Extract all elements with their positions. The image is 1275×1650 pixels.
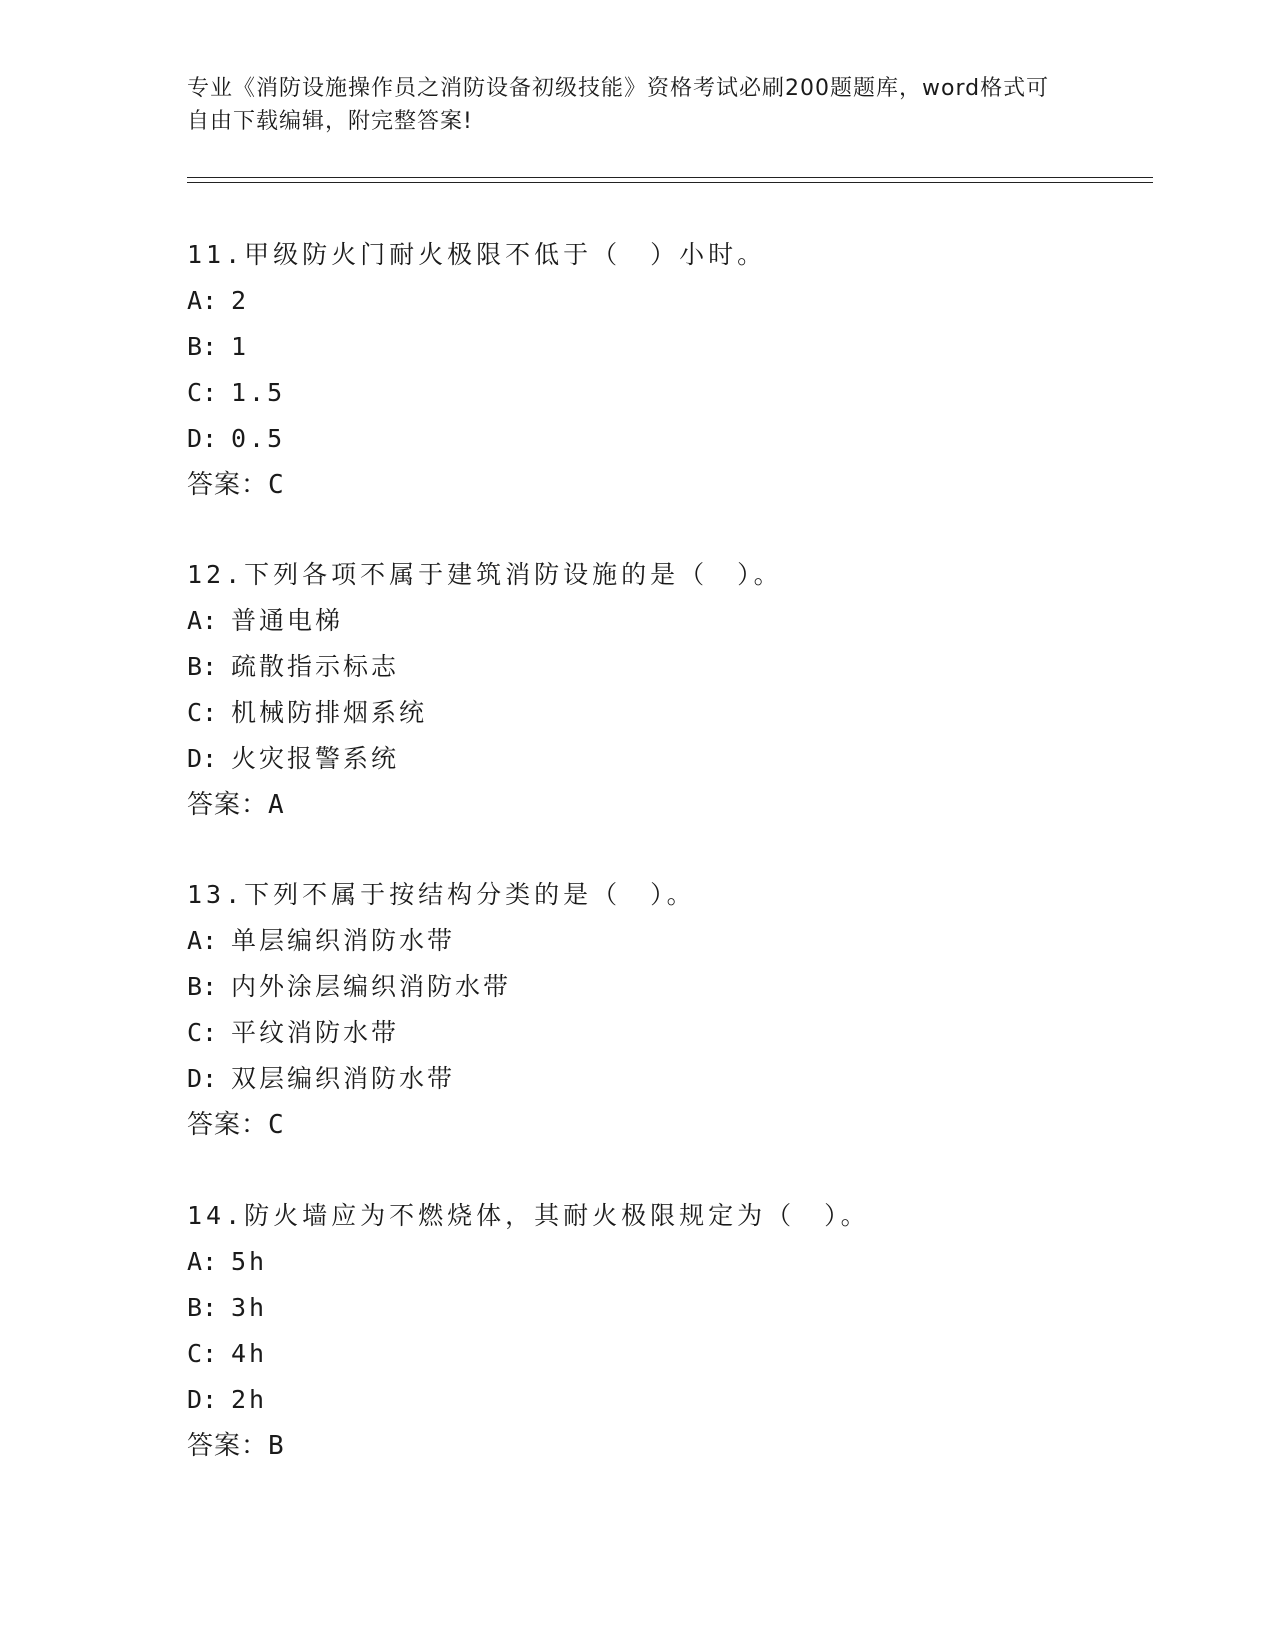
answer-label: 答案： (187, 1431, 269, 1461)
option-text: 内外涂层编织消防水带 (231, 972, 512, 1001)
option-text: 3h (231, 1293, 268, 1322)
option-d (187, 1377, 1147, 1423)
answer-line (187, 462, 1147, 508)
answer-line (187, 782, 1147, 828)
option-text: 1 (231, 332, 250, 361)
option-text: 火灾报警系统 (231, 744, 400, 773)
option-b (187, 964, 1147, 1010)
option-c (187, 1331, 1147, 1377)
option-key: A: (187, 1247, 218, 1276)
answer-value: C (268, 470, 285, 500)
answer-label: 答案： (187, 470, 269, 500)
answer-value: A (268, 790, 285, 820)
option-c (187, 690, 1147, 736)
header-divider-bottom (187, 182, 1153, 183)
option-key: C: (187, 1339, 218, 1368)
option-key: D: (187, 1385, 218, 1414)
option-text: 疏散指示标志 (231, 652, 400, 681)
option-c (187, 370, 1147, 416)
option-key: C: (187, 378, 218, 407)
question-title: 11.甲级防火门耐火极限不低于（ ）小时。 (187, 240, 767, 269)
answer-value: B (268, 1431, 285, 1461)
option-key: C: (187, 698, 218, 727)
option-key: D: (187, 1064, 218, 1093)
option-text: 平纹消防水带 (231, 1018, 400, 1047)
option-text: 双层编织消防水带 (231, 1064, 456, 1093)
option-a (187, 918, 1147, 964)
question-12 (187, 552, 1147, 828)
option-key: B: (187, 1293, 218, 1322)
option-d (187, 1056, 1147, 1102)
option-key: A: (187, 926, 218, 955)
option-b (187, 324, 1147, 370)
option-text: 2 (231, 286, 250, 315)
option-key: B: (187, 332, 218, 361)
question-title: 13.下列不属于按结构分类的是（ ）。 (187, 880, 696, 909)
answer-label: 答案： (187, 1110, 269, 1140)
question-title: 12.下列各项不属于建筑消防设施的是（ ）。 (187, 560, 783, 589)
option-a (187, 1239, 1147, 1285)
option-key: D: (187, 424, 218, 453)
option-b (187, 644, 1147, 690)
answer-line (187, 1102, 1147, 1148)
document-header: 专业《消防设施操作员之消防设备初级技能》资格考试必刷200题题库，word格式可自由下载编辑，附完整答案! (187, 76, 1050, 134)
answer-value: C (268, 1110, 285, 1140)
option-key: B: (187, 972, 218, 1001)
question-14 (187, 1193, 1147, 1469)
option-key: C: (187, 1018, 218, 1047)
option-text: 单层编织消防水带 (231, 926, 456, 955)
option-text: 5h (231, 1247, 268, 1276)
option-text: 0.5 (231, 424, 286, 453)
option-key: D: (187, 744, 218, 773)
option-d (187, 416, 1147, 462)
question-13 (187, 872, 1147, 1148)
header-divider-top (187, 177, 1153, 178)
option-key: B: (187, 652, 218, 681)
option-text: 1.5 (231, 378, 286, 407)
option-text: 普通电梯 (231, 606, 344, 635)
answer-line (187, 1423, 1147, 1469)
option-text: 机械防排烟系统 (231, 698, 428, 727)
option-b (187, 1285, 1147, 1331)
option-text: 4h (231, 1339, 268, 1368)
option-text: 2h (231, 1385, 268, 1414)
option-c (187, 1010, 1147, 1056)
question-title: 14.防火墙应为不燃烧体，其耐火极限规定为（ ）。 (187, 1201, 870, 1230)
option-d (187, 736, 1147, 782)
option-key: A: (187, 286, 218, 315)
option-key: A: (187, 606, 218, 635)
answer-label: 答案： (187, 790, 269, 820)
option-a (187, 278, 1147, 324)
question-11 (187, 232, 1147, 508)
option-a (187, 598, 1147, 644)
